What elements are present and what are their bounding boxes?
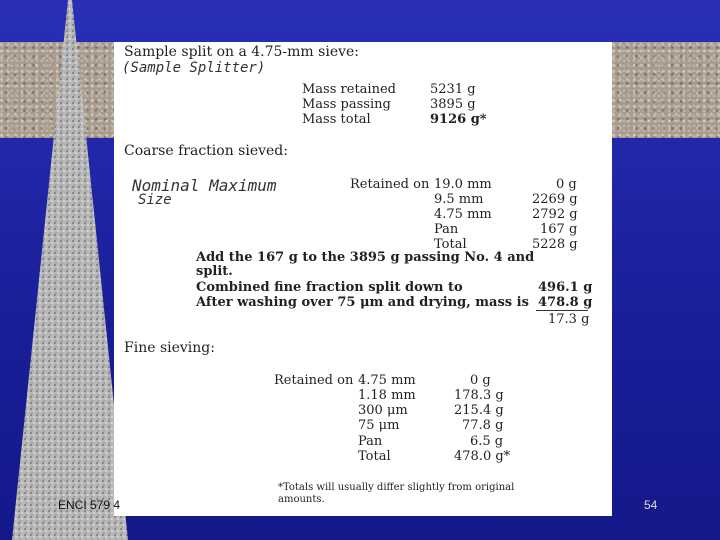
section1-heading: Sample split on a 4.75-mm sieve: [124, 44, 360, 60]
fine-retained-label: Retained on [274, 373, 354, 388]
washed-mass-value: 478.8 g [538, 295, 593, 310]
handwritten-note-nominal-maximum: Nominal Maximum [132, 176, 277, 195]
note-line: split. [196, 264, 233, 279]
coarse-sieve: Total [434, 237, 467, 252]
fine-sieve: Total [358, 449, 391, 464]
fine-sieve: 75 μm [358, 418, 400, 433]
fine-value: 478.0 g* [454, 449, 511, 464]
coarse-sieve: 4.75 mm [434, 207, 492, 222]
fine-value: 0 g [470, 373, 491, 388]
coarse-retained-label: Retained on [350, 177, 430, 192]
mass-total-value: 9126 g* [430, 112, 487, 127]
coarse-value: 167 g [540, 222, 578, 237]
section2-heading: Coarse fraction sieved: [124, 143, 288, 159]
fine-sieve: 4.75 mm [358, 373, 416, 388]
fine-sieve: 300 μm [358, 403, 408, 418]
fine-value: 178.3 g [454, 388, 504, 403]
footnote: amounts. [278, 494, 325, 505]
coarse-value: 0 g [556, 177, 577, 192]
fine-sieve: 1.18 mm [358, 388, 416, 403]
mass-passing-label: Mass passing [302, 97, 391, 112]
fine-value: 77.8 g [462, 418, 504, 433]
mass-difference-value: 17.3 g [548, 312, 590, 327]
fine-value: 6.5 g [470, 434, 504, 449]
coarse-sieve: 9.5 mm [434, 192, 484, 207]
coarse-value: 2792 g [532, 207, 578, 222]
subtraction-line [536, 310, 588, 311]
mass-passing-value: 3895 g [430, 97, 476, 112]
decorative-band-right [612, 42, 720, 138]
page-number: 54 [644, 498, 658, 512]
coarse-sieve: Pan [434, 222, 459, 237]
scanned-page [114, 42, 612, 516]
note-line: After washing over 75 μm and drying, mass is [196, 295, 529, 310]
section3-heading: Fine sieving: [124, 340, 215, 356]
decorative-spike [0, 0, 130, 540]
coarse-sieve: 19.0 mm [434, 177, 492, 192]
coarse-value: 2269 g [532, 192, 578, 207]
note-line: Combined fine fraction split down to [196, 280, 463, 295]
handwritten-note-size: Size [138, 192, 172, 208]
coarse-value: 5228 g [532, 237, 578, 252]
footnote: *Totals will usually differ slightly from original [278, 482, 515, 493]
course-code: ENCI 579 4 [58, 498, 121, 512]
handwritten-note-sample-splitter: (Sample Splitter) [122, 60, 266, 76]
note-line: Add the 167 g to the 3895 g passing No. 4 and [196, 250, 535, 265]
fine-sieve: Pan [358, 434, 383, 449]
mass-retained-label: Mass retained [302, 82, 396, 97]
mass-total-label: Mass total [302, 112, 371, 127]
fine-value: 215.4 g [454, 403, 504, 418]
mass-retained-value: 5231 g [430, 82, 476, 97]
split-mass-value: 496.1 g [538, 280, 593, 295]
